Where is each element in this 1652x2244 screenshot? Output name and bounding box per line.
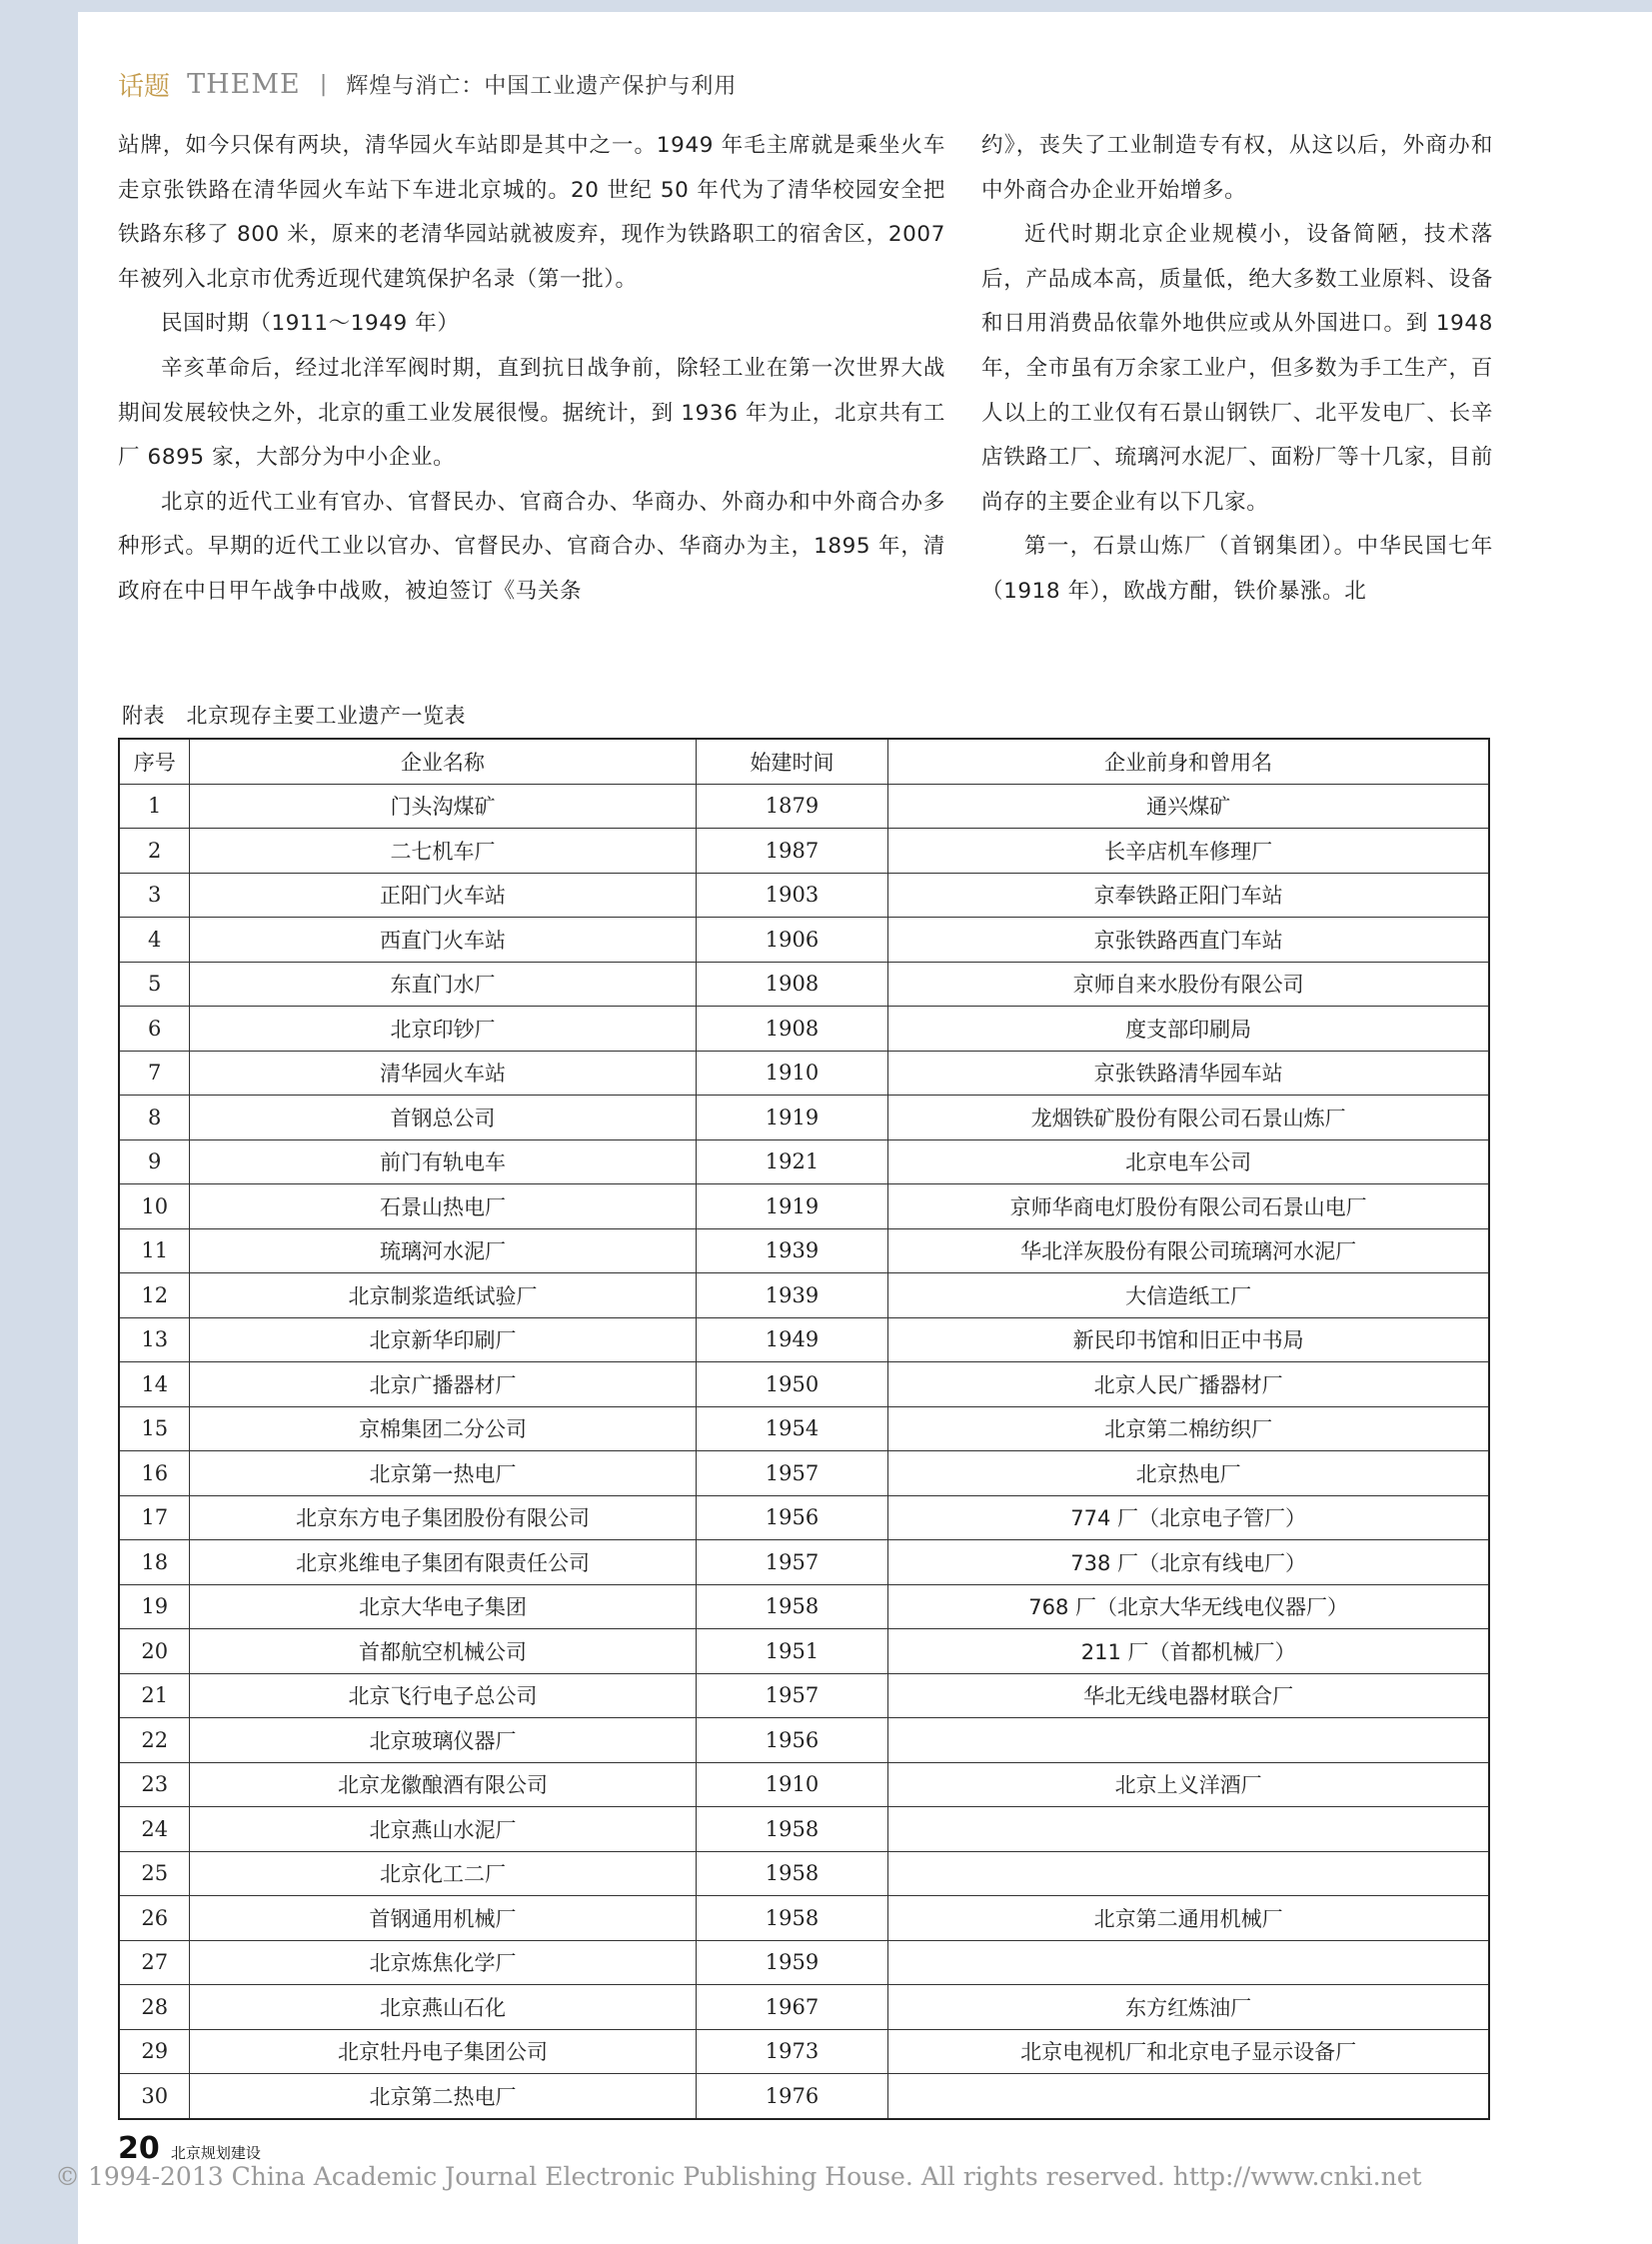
industrial-heritage-table [118,738,1490,2120]
row-index: 25 [119,1851,190,1896]
row-index: 5 [119,962,190,1007]
former-name [888,1807,1489,1852]
table-header-row [119,739,1489,784]
left-paragraph-3: 辛亥革命后，经过北洋军阀时期，直到抗日战争前，除轻工业在第一次世界大战期间发展较快之外，北京的重工业发展很慢。据统计，到 1936 年为止，北京共有工厂 6895 家，大部分为中小企业。 [118,355,945,471]
row-index: 8 [119,1096,190,1140]
table-row [119,1317,1489,1362]
company-name: 北京炼焦化学厂 [190,1940,696,1985]
table-row [119,1228,1489,1273]
header-company-name: 企业名称 [190,739,696,784]
row-index: 4 [119,918,190,963]
row-index: 26 [119,1896,190,1941]
table-body [119,784,1489,2119]
table-row [119,1362,1489,1407]
row-index: 18 [119,1540,190,1585]
table-row [119,1139,1489,1184]
table-row [119,873,1489,918]
founded-year: 1987 [696,829,888,874]
founded-year: 1950 [696,1362,888,1407]
row-index: 27 [119,1940,190,1985]
company-name: 琉璃河水泥厂 [190,1228,696,1273]
founded-year: 1939 [696,1273,888,1318]
table-caption: 附表 北京现存主要工业遗产一览表 [122,704,466,728]
founded-year: 1949 [696,1317,888,1362]
table-row [119,1096,1489,1140]
header-index: 序号 [119,739,190,784]
row-index: 6 [119,1007,190,1052]
row-index: 1 [119,784,190,829]
company-name: 北京广播器材厂 [190,1362,696,1407]
row-index: 22 [119,1718,190,1763]
row-index: 19 [119,1584,190,1629]
former-name: 北京人民广播器材厂 [888,1362,1489,1407]
founded-year: 1957 [696,1540,888,1585]
row-index: 9 [119,1139,190,1184]
left-paragraph-4: 北京的近代工业有官办、官督民办、官商合办、华商办、外商办和中外商合办多种形式。早期的近代工业以官办、官督民办、官商合办、华商办为主，1895 年，清政府在中日甲午战争中战败，被迫签订《马关条 [118,489,945,604]
table-row [119,1851,1489,1896]
table-row [119,1896,1489,1941]
row-index: 15 [119,1406,190,1451]
founded-year: 1954 [696,1406,888,1451]
row-index: 11 [119,1228,190,1273]
founded-year: 1958 [696,1851,888,1896]
former-name: 度支部印刷局 [888,1007,1489,1052]
row-index: 7 [119,1051,190,1096]
table-row [119,1807,1489,1852]
company-name: 北京第二热电厂 [190,2074,696,2119]
former-name [888,1851,1489,1896]
founded-year: 1959 [696,1940,888,1985]
company-name: 北京制浆造纸试验厂 [190,1273,696,1318]
company-name: 东直门水厂 [190,962,696,1007]
company-name: 北京东方电子集团股份有限公司 [190,1495,696,1540]
table-row [119,1540,1489,1585]
founded-year: 1967 [696,1985,888,2030]
former-name: 738 厂（北京有线电厂） [888,1540,1489,1585]
company-name: 西直门火车站 [190,918,696,963]
founded-year: 1908 [696,962,888,1007]
company-name: 北京化工二厂 [190,1851,696,1896]
table-row [119,918,1489,963]
right-paragraph-3: 第一，石景山炼厂（首钢集团）。中华民国七年（1918 年），欧战方酣，铁价暴涨。北 [981,534,1493,604]
founded-year: 1939 [696,1228,888,1273]
founded-year: 1956 [696,1495,888,1540]
former-name: 北京热电厂 [888,1451,1489,1496]
row-index: 17 [119,1495,190,1540]
table-row [119,1051,1489,1096]
former-name: 京师自来水股份有限公司 [888,962,1489,1007]
company-name: 首钢通用机械厂 [190,1896,696,1941]
founded-year: 1958 [696,1896,888,1941]
header-subtitle: 辉煌与消亡：中国工业遗产保护与利用 [346,74,738,99]
former-name [888,1718,1489,1763]
row-index: 21 [119,1673,190,1718]
founded-year: 1958 [696,1807,888,1852]
row-index: 23 [119,1762,190,1807]
founded-year: 1973 [696,2029,888,2074]
row-index: 20 [119,1629,190,1674]
table-row [119,1985,1489,2030]
company-name: 北京玻璃仪器厂 [190,1718,696,1763]
row-index: 2 [119,829,190,874]
former-name: 774 厂（北京电子管厂） [888,1495,1489,1540]
page-number: 20 [118,2131,160,2166]
former-name: 京奉铁路正阳门车站 [888,873,1489,918]
company-name: 前门有轨电车 [190,1139,696,1184]
former-name: 北京第二通用机械厂 [888,1896,1489,1941]
former-name [888,1940,1489,1985]
company-name: 北京大华电子集团 [190,1584,696,1629]
former-name: 211 厂（首都机械厂） [888,1629,1489,1674]
former-name [888,2074,1489,2119]
row-index: 13 [119,1317,190,1362]
founded-year: 1976 [696,2074,888,2119]
former-name: 东方红炼油厂 [888,1985,1489,2030]
company-name: 石景山热电厂 [190,1184,696,1229]
company-name: 北京兆维电子集团有限责任公司 [190,1540,696,1585]
row-index: 28 [119,1985,190,2030]
former-name: 龙烟铁矿股份有限公司石景山炼厂 [888,1096,1489,1140]
table-row [119,1584,1489,1629]
founded-year: 1957 [696,1673,888,1718]
row-index: 3 [119,873,190,918]
founded-year: 1958 [696,1584,888,1629]
founded-year: 1919 [696,1096,888,1140]
founded-year: 1879 [696,784,888,829]
page-footer [118,2131,261,2166]
company-name: 北京龙徽酿酒有限公司 [190,1762,696,1807]
table-row [119,2029,1489,2074]
table-row [119,1629,1489,1674]
row-index: 24 [119,1807,190,1852]
page-header [118,66,1517,106]
company-name: 北京燕山石化 [190,1985,696,2030]
company-name: 北京印钞厂 [190,1007,696,1052]
table-row [119,1451,1489,1496]
company-name: 京棉集团二分公司 [190,1406,696,1451]
section-heading-republic: 民国时期（1911～1949 年） [161,311,460,337]
founded-year: 1903 [696,873,888,918]
table-row [119,1406,1489,1451]
founded-year: 1906 [696,918,888,963]
company-name: 北京牡丹电子集团公司 [190,2029,696,2074]
right-paragraph-1: 约》，丧失了工业制造专有权，从这以后，外商办和中外商合办企业开始增多。 [981,133,1493,203]
founded-year: 1921 [696,1139,888,1184]
table-row [119,962,1489,1007]
founded-year: 1956 [696,1718,888,1763]
founded-year: 1957 [696,1451,888,1496]
founded-year: 1910 [696,1051,888,1096]
left-column [118,124,945,615]
company-name: 北京新华印刷厂 [190,1317,696,1362]
row-index: 16 [119,1451,190,1496]
former-name: 通兴煤矿 [888,784,1489,829]
former-name: 华北洋灰股份有限公司琉璃河水泥厂 [888,1228,1489,1273]
former-name: 新民印书馆和旧正中书局 [888,1317,1489,1362]
table-row [119,1007,1489,1052]
header-founded-year: 始建时间 [696,739,888,784]
company-name: 北京燕山水泥厂 [190,1807,696,1852]
header-separator: | [319,72,328,97]
row-index: 29 [119,2029,190,2074]
founded-year: 1919 [696,1184,888,1229]
row-index: 14 [119,1362,190,1407]
row-index: 30 [119,2074,190,2119]
table-row [119,2074,1489,2119]
row-index: 12 [119,1273,190,1318]
table-row [119,1940,1489,1985]
former-name: 长辛店机车修理厂 [888,829,1489,874]
table-row [119,1273,1489,1318]
table-row [119,1718,1489,1763]
header-theme: THEME [187,69,301,100]
right-column [981,124,1493,615]
former-name: 768 厂（北京大华无线电仪器厂） [888,1584,1489,1629]
former-name: 北京上义洋酒厂 [888,1762,1489,1807]
right-paragraph-2: 近代时期北京企业规模小，设备简陋，技术落后，产品成本高，质量低，绝大多数工业原料、设备和日用消费品依靠外地供应或从外国进口。到 1948 年，全市虽有万余家工业户，但多数为手工生产，百人以上的工业仅有石景山钢铁厂、北平发电厂、长辛店铁路工厂、琉璃河水泥厂、面粉厂等十几家，目前尚存的主要企业有以下几家。 [981,222,1493,515]
company-name: 首钢总公司 [190,1096,696,1140]
company-name: 北京飞行电子总公司 [190,1673,696,1718]
company-name: 二七机车厂 [190,829,696,874]
table-row [119,1673,1489,1718]
company-name: 北京第一热电厂 [190,1451,696,1496]
former-name: 北京电视机厂和北京电子显示设备厂 [888,2029,1489,2074]
founded-year: 1910 [696,1762,888,1807]
founded-year: 1951 [696,1629,888,1674]
company-name: 正阳门火车站 [190,873,696,918]
company-name: 清华园火车站 [190,1051,696,1096]
copyright-watermark: © 1994-2013 China Academic Journal Electronic Publishing House. All rights reserved. http://www.cnki.net [55,2162,1422,2191]
founded-year: 1908 [696,1007,888,1052]
table-row [119,784,1489,829]
company-name: 门头沟煤矿 [190,784,696,829]
former-name: 京师华商电灯股份有限公司石景山电厂 [888,1184,1489,1229]
company-name: 首都航空机械公司 [190,1629,696,1674]
former-name: 北京电车公司 [888,1139,1489,1184]
table-row [119,1495,1489,1540]
table-row [119,829,1489,874]
former-name: 北京第二棉纺织厂 [888,1406,1489,1451]
former-name: 华北无线电器材联合厂 [888,1673,1489,1718]
header-former-name: 企业前身和曾用名 [888,739,1489,784]
table-row [119,1184,1489,1229]
former-name: 京张铁路清华园车站 [888,1051,1489,1096]
table-row [119,1762,1489,1807]
former-name: 大信造纸工厂 [888,1273,1489,1318]
former-name: 京张铁路西直门车站 [888,918,1489,963]
journal-name: 北京规划建设 [170,2144,261,2162]
header-topic: 话题 [118,72,171,102]
row-index: 10 [119,1184,190,1229]
left-paragraph-1: 站牌，如今只保有两块，清华园火车站即是其中之一。1949 年毛主席就是乘坐火车走京张铁路在清华园火车站下车进北京城的。20 世纪 50 年代为了清华校园安全把铁路东移了 800 米，原来的老清华园站就被废弃，现作为铁路职工的宿舍区，2007 年被列入北京市优秀近现代建筑保护名录（第一批）。 [118,133,945,292]
